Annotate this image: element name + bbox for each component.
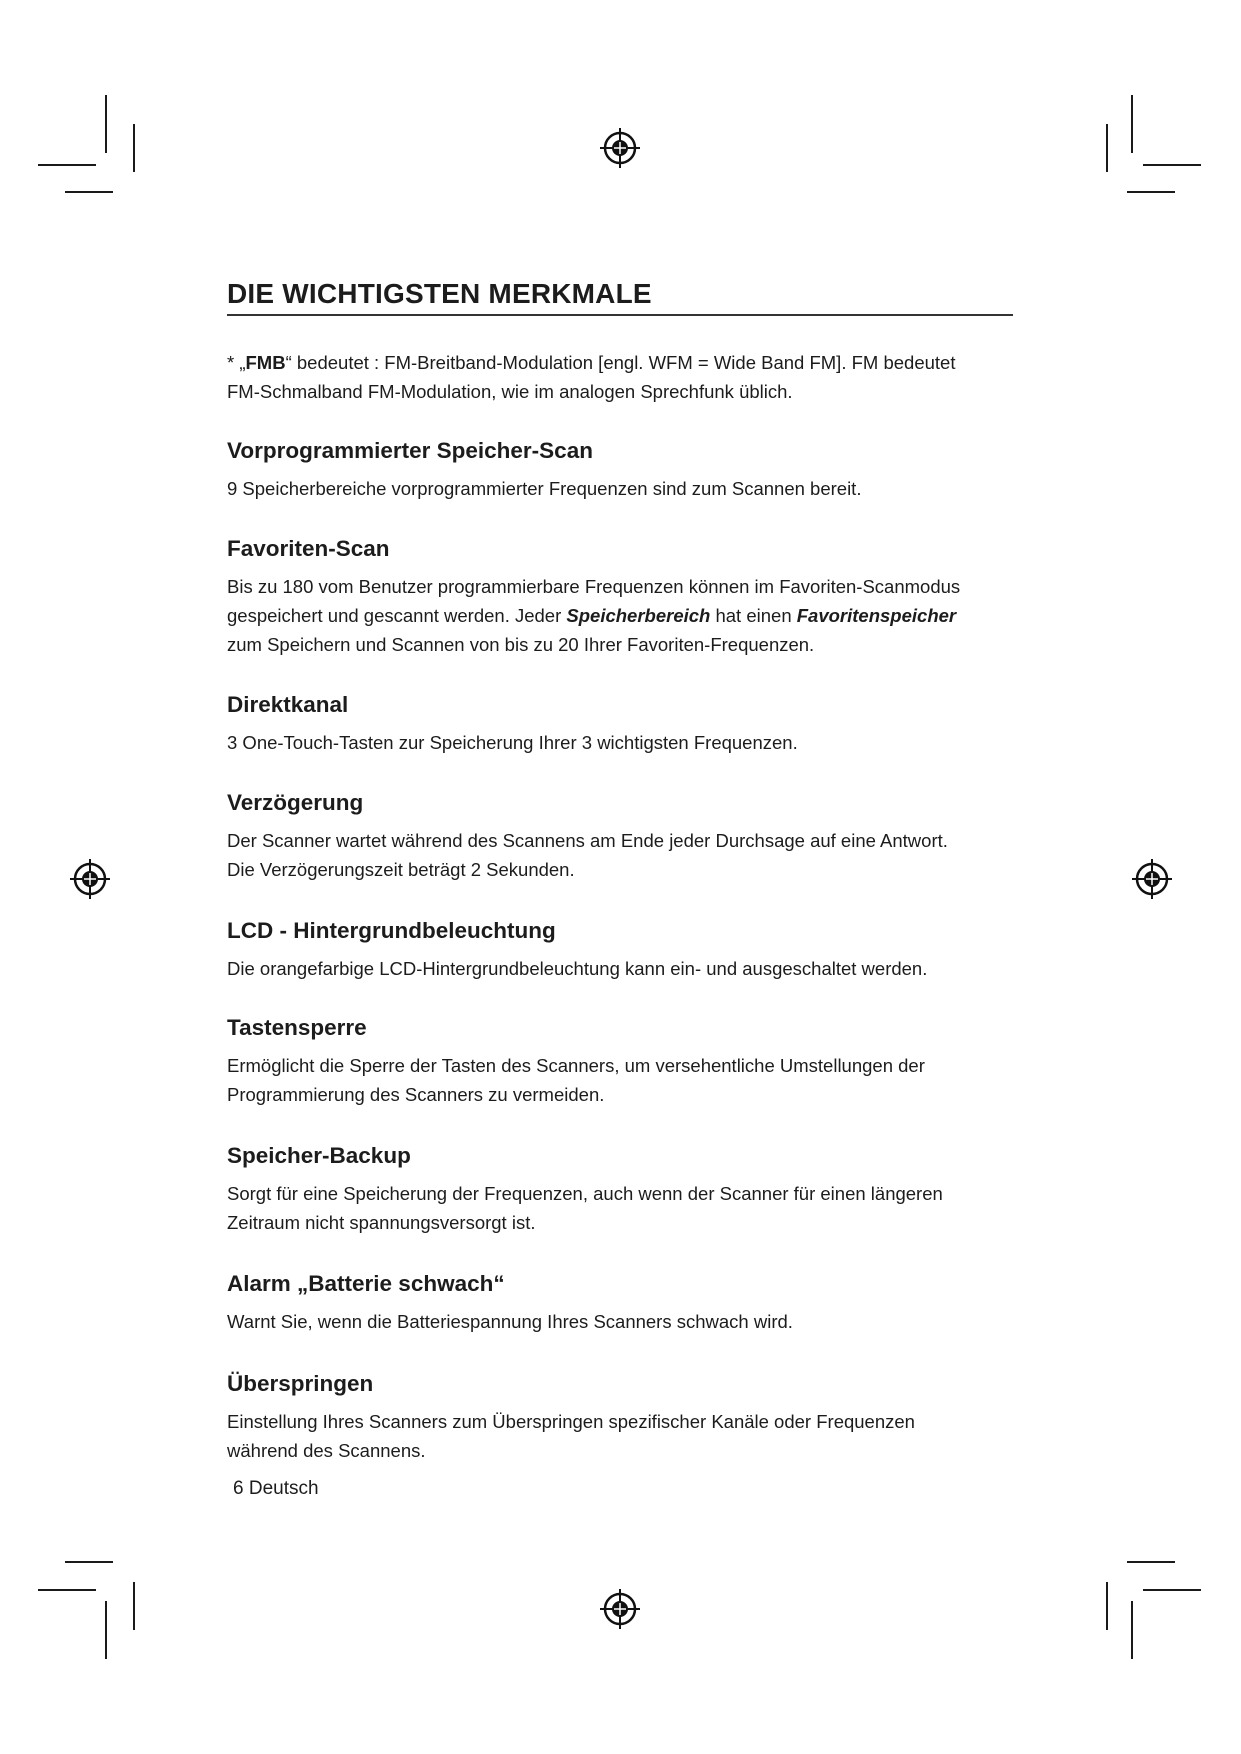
section-heading: Überspringen (227, 1371, 374, 1396)
section-line: Sorgt für eine Speicherung der Frequenzen, auch wenn der Scanner für einen längeren (227, 1183, 943, 1204)
section-heading: LCD - Hintergrundbeleuchtung (227, 918, 556, 943)
section-favoriten-scan (227, 535, 1027, 659)
registration-mark-icon (68, 857, 112, 901)
section-body (227, 826, 1027, 884)
section-heading: Vorprogrammierter Speicher-Scan (227, 438, 593, 463)
section-heading: Favoriten-Scan (227, 536, 390, 561)
section-body: Die orangefarbige LCD-Hintergrundbeleuchtung kann ein- und ausgeschaltet werden. (227, 958, 928, 979)
section-tastensperre (227, 1014, 1027, 1109)
registration-mark-icon (598, 126, 642, 170)
registration-mark-icon (1130, 857, 1174, 901)
section-line: während des Scannens. (227, 1440, 426, 1461)
registration-mark-icon (598, 1587, 642, 1631)
section-body: 3 One-Touch-Tasten zur Speicherung Ihrer 3 wichtigsten Frequenzen. (227, 732, 798, 753)
section-ueberspringen (227, 1370, 1027, 1465)
section-line: Bis zu 180 vom Benutzer programmierbare Frequenzen können im Favoriten-Scanmodus (227, 576, 961, 597)
section-body: 9 Speicherbereiche vorprogrammierter Frequenzen sind zum Scannen bereit. (227, 478, 862, 499)
section-line: Der Scanner wartet während des Scannens am Ende jeder Durchsage auf eine Antwort. (227, 830, 948, 851)
section-body (227, 1179, 1027, 1237)
section-speicher-scan (227, 437, 1027, 503)
section-line: Ermöglicht die Sperre der Tasten des Scanners, um versehentliche Umstellungen der (227, 1055, 925, 1076)
section-line: hat einen (710, 605, 797, 626)
page-footer: 6 Deutsch (233, 1478, 319, 1499)
section-body (227, 1407, 1027, 1465)
section-lcd (227, 917, 1027, 983)
section-heading: Verzögerung (227, 790, 364, 815)
section-heading: Speicher-Backup (227, 1143, 411, 1168)
intro-line1: “ bedeutet : FM-Breitband-Modulation [engl. WFM = Wide Band FM]. FM bedeutet (285, 352, 956, 373)
section-alarm (227, 1270, 1027, 1336)
emphasis-favoritenspeicher: Favoritenspeicher (796, 605, 957, 626)
section-line: zum Speichern und Scannen von bis zu 20 Ihrer Favoriten-Frequenzen. (227, 634, 815, 655)
intro-prefix: * „ (227, 352, 246, 373)
section-line: Einstellung Ihres Scanners zum Überspringen spezifischer Kanäle oder Frequenzen (227, 1411, 915, 1432)
emphasis-speicherbereich: Speicherbereich (566, 605, 711, 626)
section-direktkanal (227, 691, 1027, 757)
section-line: Zeitraum nicht spannungsversorgt ist. (227, 1212, 536, 1233)
section-heading: Alarm „Batterie schwach“ (227, 1271, 505, 1296)
intro-paragraph (227, 348, 1027, 406)
section-body (227, 572, 1027, 659)
section-line: Programmierung des Scanners zu vermeiden. (227, 1084, 605, 1105)
section-heading: Direktkanal (227, 692, 349, 717)
section-backup (227, 1142, 1027, 1237)
section-body (227, 1051, 1027, 1109)
intro-term: FMB (245, 352, 286, 373)
section-line: Die Verzögerungszeit beträgt 2 Sekunden. (227, 859, 575, 880)
page-title: DIE WICHTIGSTEN MERKMALE (227, 278, 1013, 316)
section-verzoegerung (227, 789, 1027, 884)
section-body: Warnt Sie, wenn die Batteriespannung Ihres Scanners schwach wird. (227, 1311, 793, 1332)
section-line: gespeichert und gescannt werden. Jeder (227, 605, 567, 626)
section-heading: Tastensperre (227, 1015, 367, 1040)
intro-line2: FM-Schmalband FM-Modulation, wie im analogen Sprechfunk üblich. (227, 381, 793, 402)
